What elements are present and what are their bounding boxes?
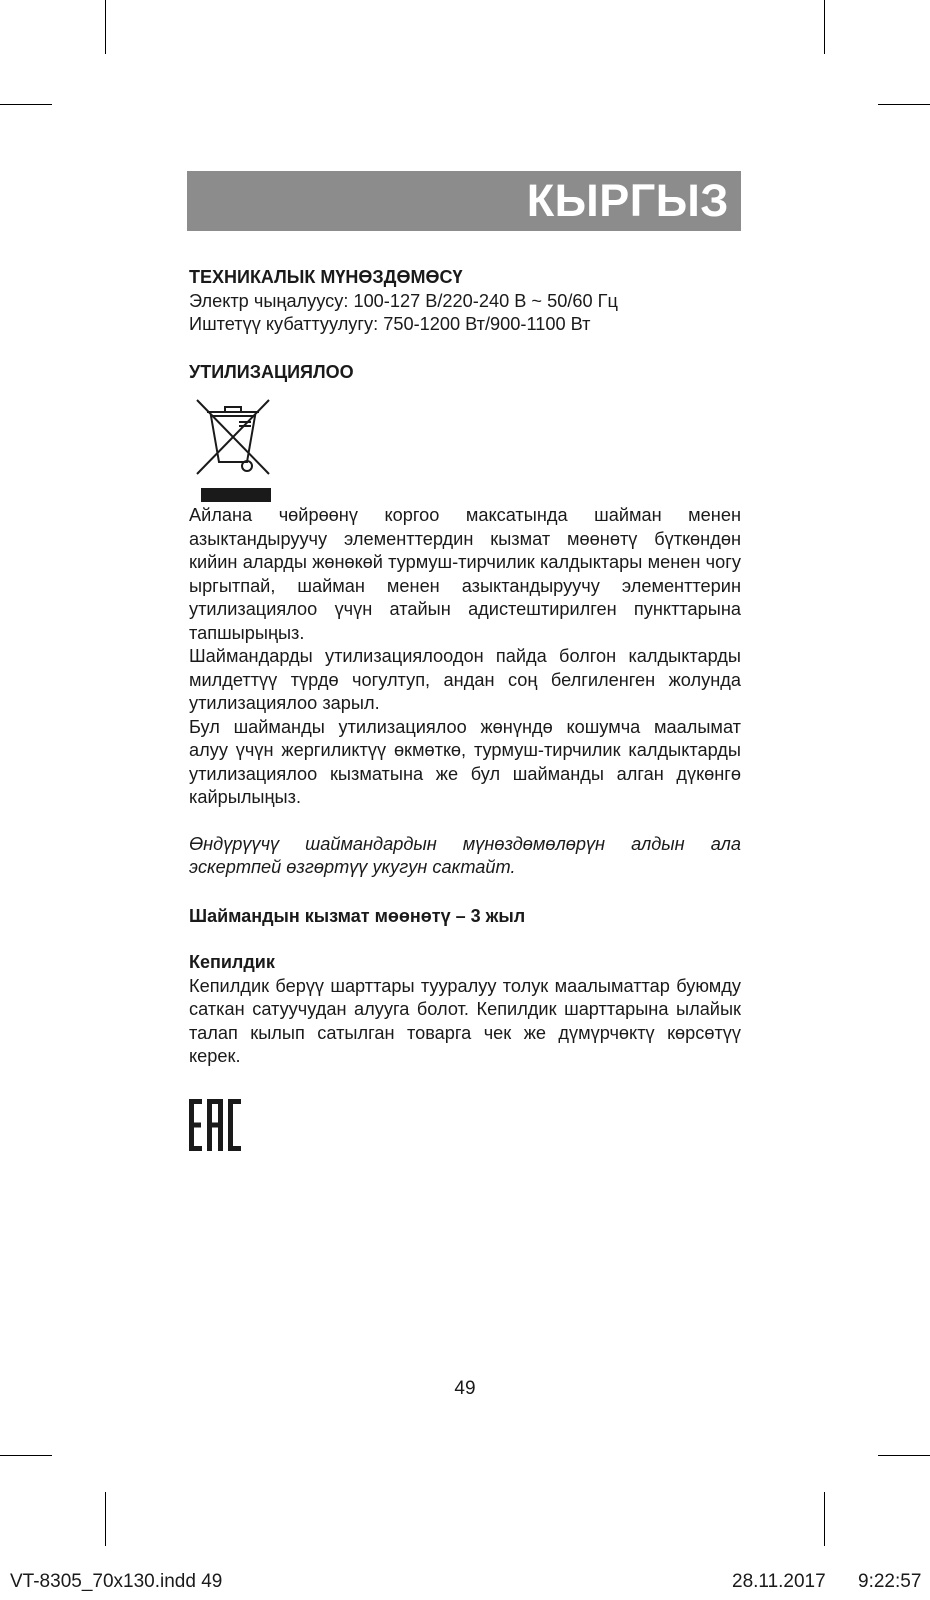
manufacturer-notice: Өндүрүүчү шаймандардын мүнөздөмөлөрүн алдын ала эскертпей өзгөртүү укугун сактайт. (189, 833, 741, 877)
slug-file-name: VT-8305_70x130.indd 49 (10, 1571, 223, 1592)
crop-mark-bottom-right (824, 1492, 825, 1546)
slug-time: 9:22:57 (858, 1571, 922, 1592)
crop-mark-top-left-h (0, 104, 52, 105)
disposal-heading: УТИЛИЗАЦИЯЛОО (189, 361, 354, 382)
crossed-out-wheelie-bin-icon (189, 392, 279, 504)
spec-voltage: Электр чыңалуусу: 100-127 В/220-240 В ~ 50/60 Гц (189, 290, 618, 311)
warranty-heading: Кепилдик (189, 952, 275, 972)
page-number: 49 (454, 1378, 476, 1399)
crop-mark-top-right (824, 0, 825, 54)
specs-heading: ТЕХНИКАЛЫК МҮНӨЗДӨМӨСҮ (189, 267, 463, 287)
language-header-bar (187, 171, 741, 231)
crop-mark-top-right-h (878, 104, 930, 105)
crop-mark-bottom-right-h (878, 1455, 930, 1456)
crop-mark-bottom-left (105, 1492, 106, 1546)
disposal-paragraph-1: Айлана чөйрөөнү коргоо максатында шайман менен азыктандыруучу элементтердин кызмат мөөнөтү бүткөндөн кийин аларды жөнөкөй турмуш-тирчилик калдыктары менен чогу ыргытпай, шайман менен азыктандыруучу элементтерин утилизациялоо үчүн атайын адистештирилген пункттарына тапшырыңыз. (189, 505, 741, 643)
spec-power: Иштетүү кубаттуулугу: 750-1200 Вт/900-1100 Вт (189, 314, 591, 334)
slug-date: 28.11.2017 (732, 1571, 826, 1592)
eac-mark (189, 1099, 741, 1158)
crop-mark-top-left (105, 0, 106, 54)
service-life: Шаймандын кызмат мөөнөтү – 3 жыл (189, 905, 526, 926)
eac-logo-icon (189, 1099, 241, 1151)
crop-mark-bottom-left-h (0, 1455, 52, 1456)
language-title: КЫРГЫЗ (526, 175, 729, 226)
disposal-paragraph-2: Шаймандарды утилизациялоодон пайда болгон калдыктарды милдеттүү түрдө чогултуп, андан соң белгиленген жолунда утилизациялоо зарыл. (189, 646, 741, 713)
disposal-paragraph-3: Бул шайманды утилизациялоо жөнүндө кошумча маалымат алуу үчүн жергиликтүү өкмөткө, турмуш-тирчилик калдыктарды утилизациялоо кызматына же бул шайманды алган дүкөнгө кайрылыңыз. (189, 716, 741, 807)
warranty-text: Кепилдик берүү шарттары тууралуу толук маалыматтар буюмду саткан сатуучудан алууга болот. Кепилдик шарттарына ылайык талап кылып сатылган товарга чек же дүмүрчөктү көрсөтүү керек. (189, 975, 741, 1066)
page-content (189, 266, 741, 1157)
